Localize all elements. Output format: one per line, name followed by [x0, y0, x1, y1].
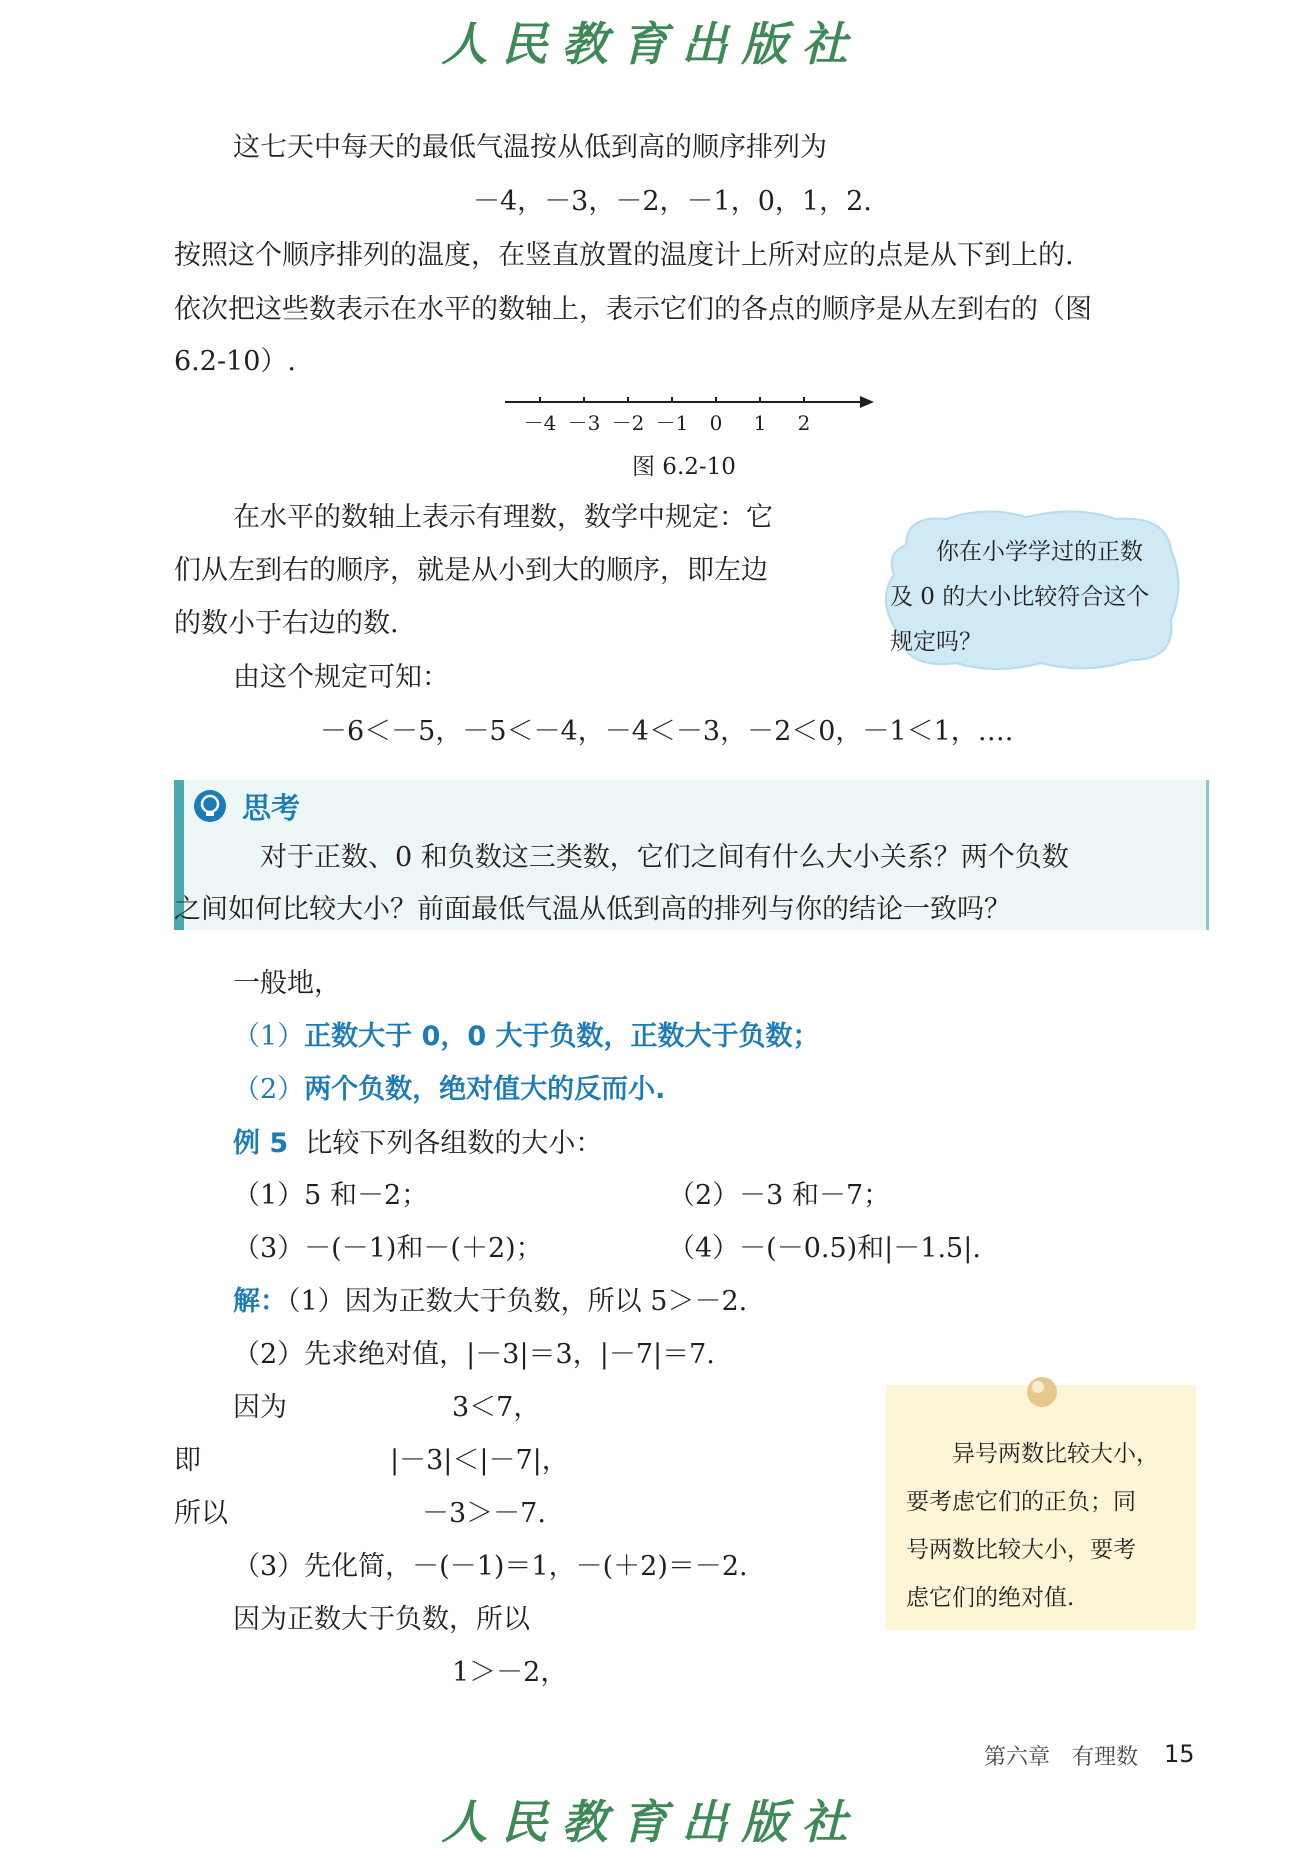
solution-because: 因为: [233, 1392, 287, 1423]
think-text: 对于正数、0 和负数这三类数，它们之间有什么大小关系？两个负数: [260, 842, 1069, 873]
cloud-note-text: 你在小学学过的正数 及 0 的大小比较符合这个 规定吗？: [890, 539, 1150, 655]
example-item: （3）－(－1)和－(＋2)；: [233, 1233, 543, 1264]
inequality-chain: －6＜－5，－5＜－4，－4＜－3，－2＜0，－1＜1，….: [320, 716, 1014, 747]
paragraph-line: 们从左到右的顺序，就是从小到大的顺序，即左边: [174, 555, 768, 586]
example-item: （4）－(－0.5)和|－1.5|.: [668, 1233, 981, 1264]
solution-expr: 1＞－2，: [452, 1657, 568, 1688]
rule-1: （1）正数大于 0，0 大于负数，正数大于负数；: [233, 1021, 820, 1052]
number-line-arrow: [860, 396, 874, 408]
solution-step-2: （2）先求绝对值，|－3|＝3，|－7|＝7.: [233, 1339, 715, 1370]
number-line-tick-label: 2: [797, 411, 811, 435]
solution-step-3: （3）先化简，－(－1)＝1，－(＋2)＝－2.: [233, 1551, 748, 1582]
number-line-tick-label: 0: [709, 411, 723, 435]
number-line-tick-label: 1: [753, 411, 767, 435]
pin-icon: [1022, 1372, 1062, 1412]
number-line-tick-label: －3: [567, 411, 601, 435]
think-text: 之间如何比较大小？前面最低气温从低到高的排列与你的结论一致吗？: [174, 894, 1011, 925]
solution-step-3-reason: 因为正数大于负数，所以: [233, 1604, 530, 1635]
number-line-tick-label: －2: [611, 411, 645, 435]
solution-expr: |－3|＜|－7|，: [390, 1445, 569, 1476]
example-item: （1）5 和－2；: [233, 1180, 429, 1211]
general-intro: 一般地，: [233, 968, 341, 999]
publisher-logo-bottom: 人民教育出版社: [441, 1795, 862, 1849]
solution-expr: －3＞－7.: [422, 1498, 546, 1529]
example-item: （2）－3 和－7；: [668, 1180, 891, 1211]
paragraph-line: 这七天中每天的最低气温按从低到高的顺序排列为: [233, 132, 827, 163]
page-number: 15: [1164, 1740, 1195, 1768]
number-line-figure: [490, 390, 890, 440]
rule-2: （2）两个负数，绝对值大的反而小.: [233, 1074, 666, 1105]
chapter-label: 第六章 有理数: [984, 1745, 1139, 1770]
solution-suoyi: 所以: [174, 1498, 228, 1529]
think-title: 思考: [242, 791, 301, 825]
solution-ji: 即: [174, 1445, 201, 1476]
number-sequence: －4，－3，－2，－1，0，1，2.: [473, 186, 872, 217]
solution-step-1: 解：（1）因为正数大于负数，所以 5＞－2.: [233, 1286, 748, 1317]
example-header: 例 5 比较下列各组数的大小：: [233, 1128, 603, 1159]
paragraph-line: 在水平的数轴上表示有理数，数学中规定：它: [233, 502, 773, 533]
number-line-tick-label: －4: [523, 411, 557, 435]
number-line-tick-label: －1: [655, 411, 689, 435]
paragraph-line: 依次把这些数表示在水平的数轴上，表示它们的各点的顺序是从左到右的（图: [174, 294, 1092, 325]
solution-expr: 3＜7，: [452, 1392, 541, 1423]
paragraph-line: 按照这个顺序排列的温度，在竖直放置的温度计上所对应的点是从下到上的.: [174, 240, 1074, 271]
paragraph-line: 由这个规定可知：: [233, 662, 449, 693]
side-note-text: 异号两数比较大小， 要考虑它们的正负；同 号两数比较大小，要考 虑它们的绝对值.: [906, 1441, 1159, 1611]
figure-caption: 图 6.2-10: [632, 454, 736, 480]
publisher-logo: 人民教育出版社: [441, 17, 862, 71]
paragraph-line: 的数小于右边的数.: [174, 608, 399, 639]
paragraph-line: 6.2-10）.: [174, 346, 297, 377]
lightbulb-icon: [192, 788, 228, 824]
